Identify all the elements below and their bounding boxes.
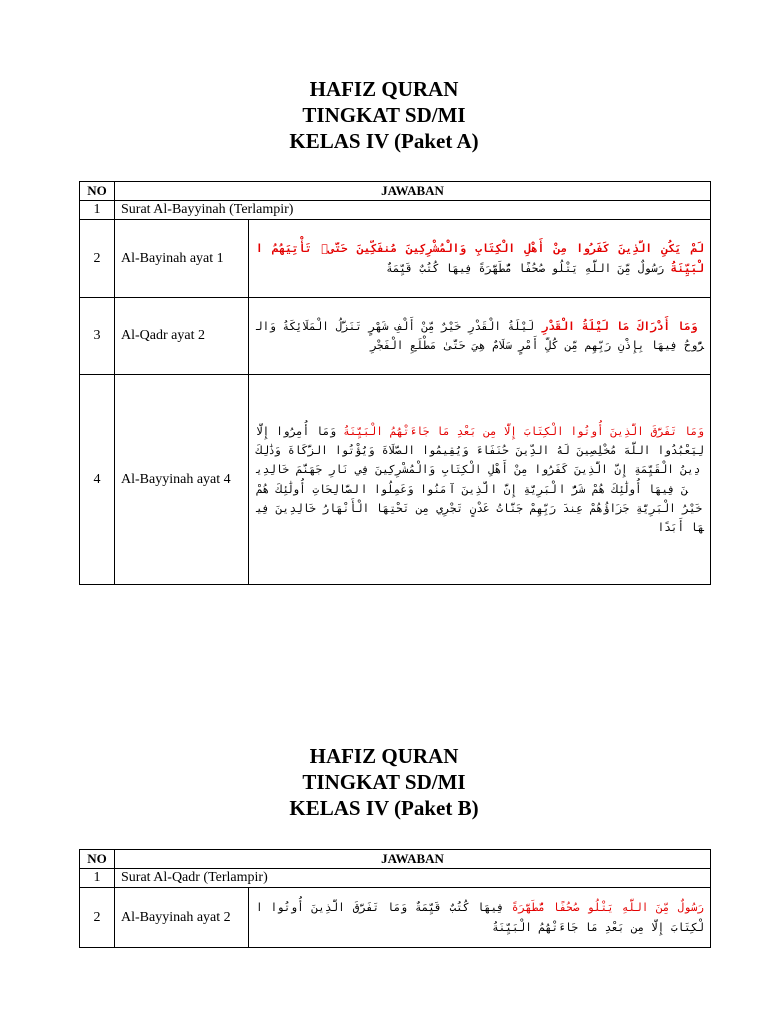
header-no: NO xyxy=(80,850,115,869)
row-question: Al-Bayinah ayat 1 xyxy=(115,220,249,298)
row-question: Al-Bayyinah ayat 4 xyxy=(115,375,249,585)
title-block-paket-b xyxy=(0,743,768,821)
answer-continuation: فِيهَا كُتُبٌ قَيِّمَةٌ وَمَا تَفَرَّقَ الَّذِينَ أُوتُوا الْكِتَابَ إِلَّا مِن بَعْدِ مَا جَاءَتْهُمُ الْبَيِّنَةُ xyxy=(256,901,704,934)
row-answer xyxy=(249,220,711,298)
table-row xyxy=(80,220,711,298)
title-block-paket-a xyxy=(0,76,768,154)
table-header-row xyxy=(80,850,711,869)
row-number: 1 xyxy=(80,201,115,220)
header-jawaban: JAWABAN xyxy=(115,182,711,201)
title-line-1: HAFIZ QURAN xyxy=(309,744,459,768)
title-line-2: TINGKAT SD/MI xyxy=(302,770,466,794)
row-answer xyxy=(249,375,711,585)
answer-continuation: وَمَا أُمِرُوا إِلَّا لِيَعْبُدُوا اللَّهَ مُخْلِصِينَ لَهُ الدِّينَ حُنَفَاءَ وَيُقِيمُوا الصَّلَاةَ وَيُؤْتُوا الزَّكَاةَ وَذَٰلِكَ دِينُ الْقَيِّمَةِ إِنَّ الَّذِينَ كَفَرُوا مِنْ أَهْلِ الْكِتَابِ وَالْمُشْرِكِينَ فِي نَارِ جَهَنَّمَ خَالِدِينَ فِيهَا أُولَٰئِكَ هُمْ شَرُّ الْبَرِيَّةِ إِنَّ الَّذِينَ آمَنُوا وَعَمِلُوا الصَّالِحَاتِ أُولَٰئِكَ هُمْ خَيْرُ الْبَرِيَّةِ جَزَاؤُهُمْ عِندَ رَبِّهِمْ جَنَّاتُ عَدْنٍ تَجْرِي مِن تَحْتِهَا الْأَنْهَارُ خَالِدِينَ فِيهَا أَبَدًا xyxy=(256,424,704,535)
answer-highlight: وَمَا أَدْرَاكَ مَا لَيْلَةُ الْقَدْرِ xyxy=(541,319,698,333)
row-answer xyxy=(249,298,711,375)
table-row xyxy=(80,869,711,888)
answer-highlight: لَمْ يَكُنِ الَّذِينَ كَفَرُوا مِنْ أَهْلِ الْكِتَابِ وَالْمُشْرِكِينَ مُنفَكِّينَ حَتَّىٰ تَأْتِيَهُمُ الْبَيِّنَةُ xyxy=(256,242,704,275)
title-line-3: KELAS IV (Paket B) xyxy=(289,796,479,820)
header-jawaban: JAWABAN xyxy=(115,850,711,869)
table-row xyxy=(80,888,711,948)
row-number: 2 xyxy=(80,220,115,298)
table-row xyxy=(80,298,711,375)
answer-highlight: وَمَا تَفَرَّقَ الَّذِينَ أُوتُوا الْكِتَابَ إِلَّا مِن بَعْدِ مَا جَاءَتْهُمُ الْبَيِّنَةُ xyxy=(343,424,704,438)
row-number: 2 xyxy=(80,888,115,948)
row-question: Surat Al-Bayyinah (Terlampir) xyxy=(115,201,711,220)
answer-table-paket-b xyxy=(79,849,711,948)
answer-table-paket-a xyxy=(79,181,711,585)
header-no: NO xyxy=(80,182,115,201)
table-row xyxy=(80,375,711,585)
row-number: 4 xyxy=(80,375,115,585)
answer-highlight: رَسُولٌ مِّنَ اللَّهِ يَتْلُو صُحُفًا مُّطَهَّرَةً xyxy=(511,901,704,915)
row-question: Al-Qadr ayat 2 xyxy=(115,298,249,375)
row-answer xyxy=(249,888,711,948)
answer-continuation: رَسُولٌ مِّنَ اللَّهِ يَتْلُو صُحُفًا مُّطَهَّرَةً فِيهَا كُتُبٌ قَيِّمَةٌ xyxy=(386,261,665,275)
table-row xyxy=(80,201,711,220)
row-number: 3 xyxy=(80,298,115,375)
title-line-1: HAFIZ QURAN xyxy=(309,77,459,101)
table-header-row xyxy=(80,182,711,201)
row-question: Al-Bayyinah ayat 2 xyxy=(115,888,249,948)
title-line-3: KELAS IV (Paket A) xyxy=(289,129,479,153)
row-question: Surat Al-Qadr (Terlampir) xyxy=(115,869,711,888)
answer-continuation: لَيْلَةُ الْقَدْرِ خَيْرٌ مِّنْ أَلْفِ شَهْرٍ تَنَزَّلُ الْمَلَائِكَةُ وَالرُّوحُ فِيهَا بِإِذْنِ رَبِّهِم مِّن كُلِّ أَمْرٍ سَلَامٌ هِيَ حَتَّىٰ مَطْلَعِ الْفَجْرِ xyxy=(256,319,704,352)
row-number: 1 xyxy=(80,869,115,888)
title-line-2: TINGKAT SD/MI xyxy=(302,103,466,127)
